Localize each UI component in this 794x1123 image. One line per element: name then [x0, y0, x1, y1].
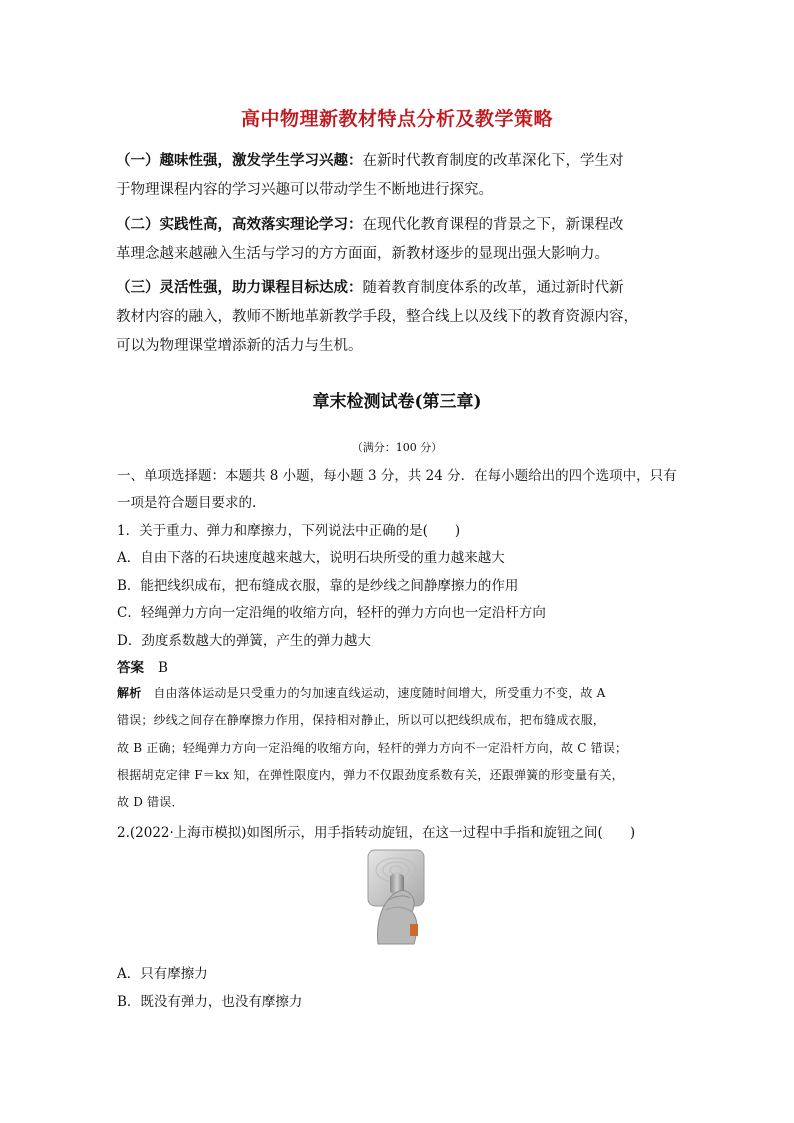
analysis-label: 解析	[117, 686, 142, 700]
intro-paragraph-2: （二）实践性高，高效落实理论学习：在现代化教育课程的背景之下，新课程改 革理念越来越融入生活与学习的方方面面，新教材逐步的显现出强大影响力。	[116, 216, 624, 262]
intro-heading-1: （一）趣味性强，激发学生学习兴趣：	[116, 152, 363, 169]
exam-title: 章末检测试卷(第三章)	[312, 392, 482, 412]
section-instruction-line-2: 一项是符合题目要求的.	[117, 495, 257, 511]
intro-heading-3: （三）灵活性强，助力课程目标达成：	[116, 279, 363, 296]
intro-paragraph-3: （三）灵活性强，助力课程目标达成：随着教育制度体系的改革，通过新时代新 教材内容的融入，教师不断地革新教学手段，整合线上以及线下的教育资源内容， 可以为物理课堂增添新的活力与生机。	[116, 279, 638, 354]
intro-paragraph-1: （一）趣味性强，激发学生学习兴趣：在新时代教育制度的改革深化下，学生对 于物理课程内容的学习兴趣可以带动学生不断地进行探究。	[116, 152, 624, 198]
question-1-option-d: D．劲度系数越大的弹簧，产生的弹力越大	[117, 633, 371, 649]
page-title: 高中物理新教材特点分析及教学策略	[240, 108, 553, 130]
full-score-note: （满分：100 分）	[351, 441, 443, 454]
knob-hand-illustration	[366, 848, 428, 952]
question-2-option-a: A．只有摩擦力	[117, 966, 208, 982]
analysis-line-4: 根据胡克定律 F＝kx 知，在弹性限度内，弹力不仅跟劲度系数有关，还跟弹簧的形变量有关，	[117, 768, 624, 782]
answer-label: 答案	[117, 660, 144, 676]
question-2-option-b: B．既没有弹力，也没有摩擦力	[117, 994, 303, 1010]
analysis-line-1: 解析 自由落体运动是只受重力的匀加速直线运动，速度随时间增大，所受重力不变，故 A	[117, 686, 606, 700]
question-1-option-a: A．自由下落的石块速度越来越大，说明石块所受的重力越来越大	[117, 550, 505, 566]
question-1-answer	[117, 656, 168, 676]
analysis-line-5: 故 D 错误．	[117, 795, 184, 809]
analysis-line-3: 故 B 正确；轻绳弹力方向一定沿绳的收缩方向，轻杆的弹力方向不一定沿杆方向，故 C 错误；	[117, 741, 628, 755]
question-1-option-b: B．能把线织成布，把布缝成衣服，靠的是纱线之间静摩擦力的作用	[117, 578, 519, 594]
question-1-stem: 1．关于重力、弹力和摩擦力，下列说法中正确的是( )	[117, 523, 461, 539]
section-instruction-line-1: 一、单项选择题：本题共 8 小题，每小题 3 分，共 24 分．在每小题给出的四个选项中，只有	[117, 468, 677, 484]
answer-value: B	[158, 660, 168, 676]
analysis-line-2: 错误；纱线之间存在静摩擦力作用，保持相对静止，所以可以把线织成布，把布缝成衣服，	[117, 713, 606, 727]
intro-heading-2: （二）实践性高，高效落实理论学习：	[116, 216, 363, 233]
question-1-option-c: C．轻绳弹力方向一定沿绳的收缩方向，轻杆的弹力方向也一定沿杆方向	[117, 605, 546, 621]
question-2-stem: 2.(2022·上海市模拟)如图所示，用手指转动旋钮，在这一过程中手指和旋钮之间( )	[117, 825, 636, 841]
